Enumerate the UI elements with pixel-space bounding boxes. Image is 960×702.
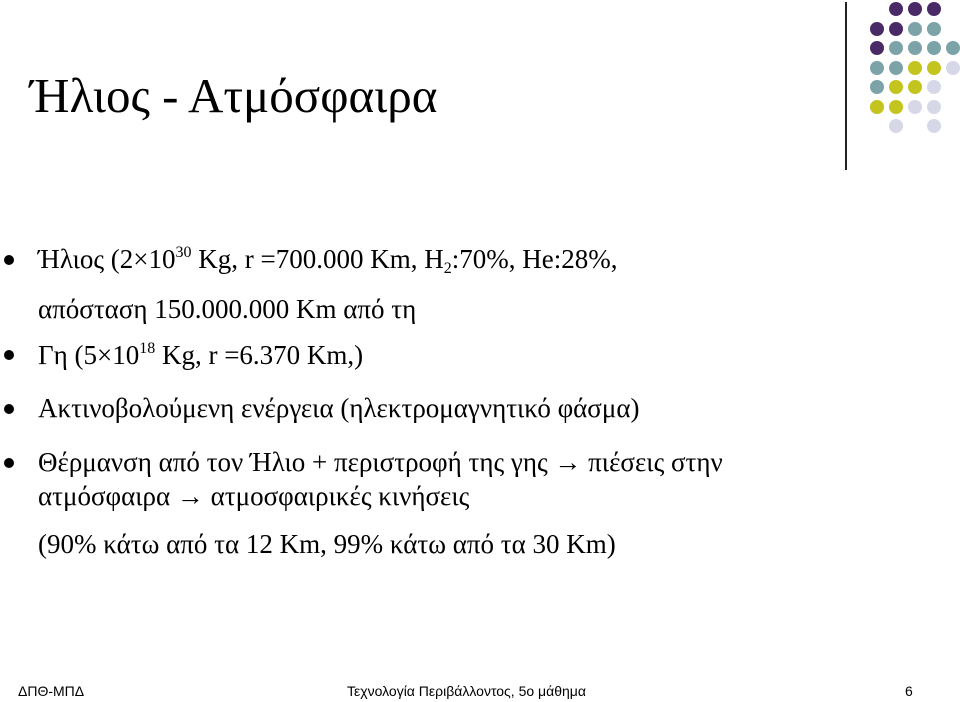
- decorative-dot: [946, 41, 960, 55]
- decorative-dot: [889, 100, 903, 114]
- bullet-dot: [4, 255, 14, 265]
- decorative-dot: [927, 100, 941, 114]
- decorative-dot: [927, 80, 941, 94]
- bullet-heating-line-1: Θέρμανση από τον Ήλιο + περιστροφή της γης → πιέσεις στην: [38, 447, 723, 477]
- decorative-dot: [927, 2, 941, 16]
- decorative-dot: [927, 119, 941, 133]
- decorative-dot: [889, 41, 903, 55]
- decorative-dot: [889, 2, 903, 16]
- arrow-right-icon: →: [176, 481, 204, 511]
- decorative-dot: [908, 22, 922, 36]
- bullet-dot: [4, 404, 14, 414]
- decorative-dot: [927, 22, 941, 36]
- decorative-dot: [927, 61, 941, 75]
- footer-center: Τεχνολογία Περιβάλλοντος, 5ο μάθημα: [347, 683, 586, 699]
- footer-left: ΔΠΘ-ΜΠΔ: [18, 683, 85, 699]
- decorative-dot: [908, 100, 922, 114]
- decorative-dot-grid: [860, 0, 960, 160]
- bullet-radiation: Ακτινοβολούμενη ενέργεια (ηλεκτρομαγνητικό φάσμα): [38, 393, 640, 423]
- decorative-dot: [908, 41, 922, 55]
- bullet-dot: [4, 350, 14, 360]
- decorative-dot: [946, 61, 960, 75]
- divider-line: [845, 2, 847, 170]
- decorative-dot: [870, 41, 884, 55]
- decorative-dot: [927, 41, 941, 55]
- decorative-dot: [889, 61, 903, 75]
- decorative-dot: [870, 61, 884, 75]
- bullet-dot: [4, 458, 14, 468]
- bullet-heating-line-3: (90% κάτω από τα 12 Km, 99% κάτω από τα 30 Km): [38, 529, 616, 559]
- decorative-dot: [889, 119, 903, 133]
- decorative-dot: [870, 22, 884, 36]
- decorative-dot: [908, 2, 922, 16]
- footer-page-number: 6: [905, 683, 913, 699]
- arrow-right-icon: →: [554, 447, 582, 477]
- decorative-dot: [908, 80, 922, 94]
- decorative-dot: [870, 100, 884, 114]
- bullet-heating-line-2: ατμόσφαιρα → ατμοσφαιρικές κινήσεις: [38, 481, 470, 511]
- decorative-dot: [908, 61, 922, 75]
- decorative-dot: [870, 80, 884, 94]
- bullet-sun-line-1: Ήλιος ($2\times 10^{30}$ Kg, r =700.000 Km, $H_2:70\%$, He:28%,: [38, 244, 618, 277]
- decorative-dot: [889, 80, 903, 94]
- bullet-sun-line-2: απόσταση 150.000.000 Km από τη: [38, 294, 417, 324]
- decorative-dot: [889, 22, 903, 36]
- slide-title: Ήλιος - Ατμόσφαιρα: [30, 68, 438, 123]
- bullet-earth: Γη ($5\times 10^{18}$ Kg, r =6.370 Km,): [38, 340, 364, 370]
